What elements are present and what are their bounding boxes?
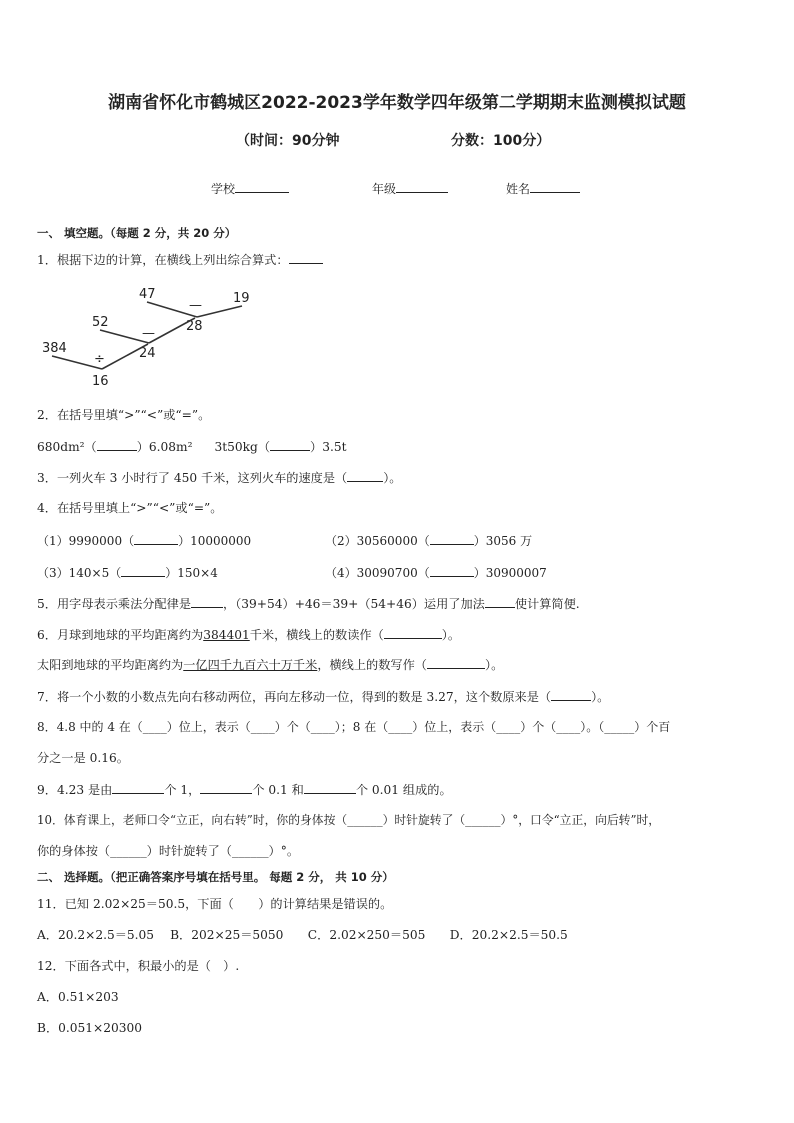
- question-6-line-2: [37, 656, 503, 673]
- answer-blank[interactable]: [485, 595, 515, 608]
- question-11: 11．已知 2.02×25＝50.5，下面（ ）的计算结果是错误的。: [37, 897, 393, 911]
- q9-text: 个 0.1 和: [252, 783, 304, 797]
- q6-text: ，横线上的数写作（: [317, 658, 427, 672]
- answer-blank[interactable]: [384, 626, 442, 639]
- score-label: 分数：100分）: [451, 133, 551, 149]
- answer-blank[interactable]: [112, 781, 164, 794]
- calculation-diagram: [37, 282, 267, 394]
- q4-item-text: （4）30090700（: [325, 566, 430, 580]
- question-9: [37, 781, 452, 798]
- section-2-heading: 二、 选择题。（把正确答案序号填在括号里。 每题 2 分， 共 10 分）: [37, 870, 394, 884]
- diagram-n28: 28: [186, 319, 203, 334]
- question-12: 12．下面各式中，积最小的是（ ）.: [37, 959, 240, 973]
- grade-label: 年级: [372, 182, 397, 196]
- q9-text: 个 0.01 组成的。: [355, 783, 452, 797]
- q6-text: 千米，横线上的数读作（: [249, 628, 384, 642]
- q6-text: ）。: [485, 658, 504, 672]
- question-5: [37, 595, 580, 612]
- answer-blank[interactable]: [134, 532, 178, 545]
- diagram-n384: 384: [42, 341, 67, 356]
- section-1-heading: 一、 填空题。（每题 2 分，共 20 分）: [37, 226, 237, 240]
- q4-item-1: [37, 532, 251, 549]
- time-label: （时间：90分钟: [236, 133, 340, 149]
- question-5-text: 使计算简便.: [514, 597, 580, 611]
- school-blank[interactable]: [235, 180, 289, 193]
- q4-item-text: ）3056 万: [473, 534, 533, 548]
- page-title: 湖南省怀化市鹤城区2022-2023学年数学四年级第二学期期末监测模拟试题: [108, 93, 686, 113]
- answer-blank[interactable]: [191, 595, 223, 608]
- question-2-items: [37, 438, 347, 455]
- diagram-op1: —: [189, 298, 202, 313]
- answer-blank[interactable]: [427, 656, 485, 669]
- q4-item-3: [37, 564, 218, 581]
- diagram-n24: 24: [139, 346, 156, 361]
- answer-blank[interactable]: [121, 564, 165, 577]
- question-8-line-1: 8．4.8 中的 4 在（____）位上，表示（____）个（____）；8 在（____）位上，表示（____）个（____）。（_____）个百: [37, 720, 671, 734]
- q6-text: 6．月球到地球的平均距离约为: [37, 628, 204, 642]
- question-7: [37, 688, 609, 705]
- q4-item-4: [325, 564, 547, 581]
- question-1-text: 1．根据下边的计算，在横线上列出综合算式：: [37, 253, 289, 267]
- answer-blank[interactable]: [200, 781, 252, 794]
- q9-text: 9．4.23 是由: [37, 783, 113, 797]
- name-field[interactable]: [506, 180, 580, 197]
- answer-blank[interactable]: [430, 532, 474, 545]
- question-12-option-b: B．0.051×20300: [37, 1021, 143, 1035]
- question-10-line-1: 10．体育课上，老师口令“立正，向右转”时，你的身体按（______）时针旋转了（______）°，口令“立正，向后转”时，: [37, 813, 661, 827]
- question-12-option-a: A．0.51×203: [37, 990, 119, 1004]
- grade-blank[interactable]: [396, 180, 448, 193]
- answer-blank[interactable]: [97, 438, 137, 451]
- name-blank[interactable]: [530, 180, 580, 193]
- q4-item-text: ）30900007: [473, 566, 547, 580]
- question-3: [37, 469, 402, 486]
- school-label: 学校: [211, 182, 236, 196]
- answer-blank[interactable]: [551, 688, 591, 701]
- diagram-line: [197, 306, 242, 317]
- moon-distance: 384401: [203, 628, 250, 642]
- sun-distance: 一亿四千九百六十万千米: [183, 658, 318, 672]
- q2-right-a: ）6.08m²: [136, 440, 193, 454]
- q2-left-a: 680dm²（: [37, 440, 97, 454]
- q9-text: 个 1，: [164, 783, 201, 797]
- q2-left-b: 3t50kg（: [214, 440, 271, 454]
- question-3-text: 3．一列火车 3 小时行了 450 千米，这列火车的速度是（: [37, 471, 348, 485]
- answer-blank[interactable]: [430, 564, 474, 577]
- question-1: [37, 251, 323, 268]
- question-6-line-1: [37, 626, 460, 643]
- school-field[interactable]: [211, 180, 289, 197]
- answer-blank[interactable]: [289, 251, 323, 264]
- question-7-end: ）。: [591, 690, 610, 704]
- question-10-line-2: 你的身体按（______）时针旋转了（______）°。: [37, 844, 300, 858]
- diagram-n47: 47: [139, 287, 156, 302]
- question-11-options: A．20.2×2.5＝5.05 B．202×25＝5050 C．2.02×250＝505 D．20.2×2.5＝50.5: [37, 928, 568, 942]
- q4-item-text: （3）140×5（: [37, 566, 122, 580]
- q4-item-2: [325, 532, 532, 549]
- diagram-n52: 52: [92, 315, 109, 330]
- diagram-op2: —: [142, 326, 155, 341]
- q6-text: 太阳到地球的平均距离约为: [37, 658, 184, 672]
- name-label: 姓名: [506, 182, 531, 196]
- question-7-text: 7．将一个小数的小数点先向右移动两位，再向左移动一位，得到的数是 3.27，这个数原来是（: [37, 690, 552, 704]
- q4-item-text: ）150×4: [165, 566, 218, 580]
- q6-text: ）。: [441, 628, 461, 642]
- answer-blank[interactable]: [304, 781, 356, 794]
- q4-item-text: ）10000000: [178, 534, 252, 548]
- question-5-text: ，（39+54）+46＝39+（54+46）运用了加法: [223, 597, 485, 611]
- grade-field[interactable]: [372, 180, 448, 197]
- question-4: 4．在括号里填上“>”“<”或“=”。: [37, 501, 223, 515]
- q4-item-text: （1）9990000（: [37, 534, 135, 548]
- q4-item-text: （2）30560000（: [325, 534, 430, 548]
- answer-blank[interactable]: [347, 469, 383, 482]
- question-2: 2．在括号里填“>”“<”或“=”。: [37, 408, 211, 422]
- question-5-text: 5．用字母表示乘法分配律是: [37, 597, 192, 611]
- diagram-n16: 16: [92, 374, 109, 389]
- question-3-end: ）。: [383, 471, 402, 485]
- question-8-line-2: 分之一是 0.16。: [37, 751, 129, 765]
- answer-blank[interactable]: [270, 438, 310, 451]
- q2-right-b: ）3.5t: [310, 440, 347, 454]
- diagram-n19: 19: [233, 291, 250, 306]
- diagram-op3: ÷: [94, 352, 105, 367]
